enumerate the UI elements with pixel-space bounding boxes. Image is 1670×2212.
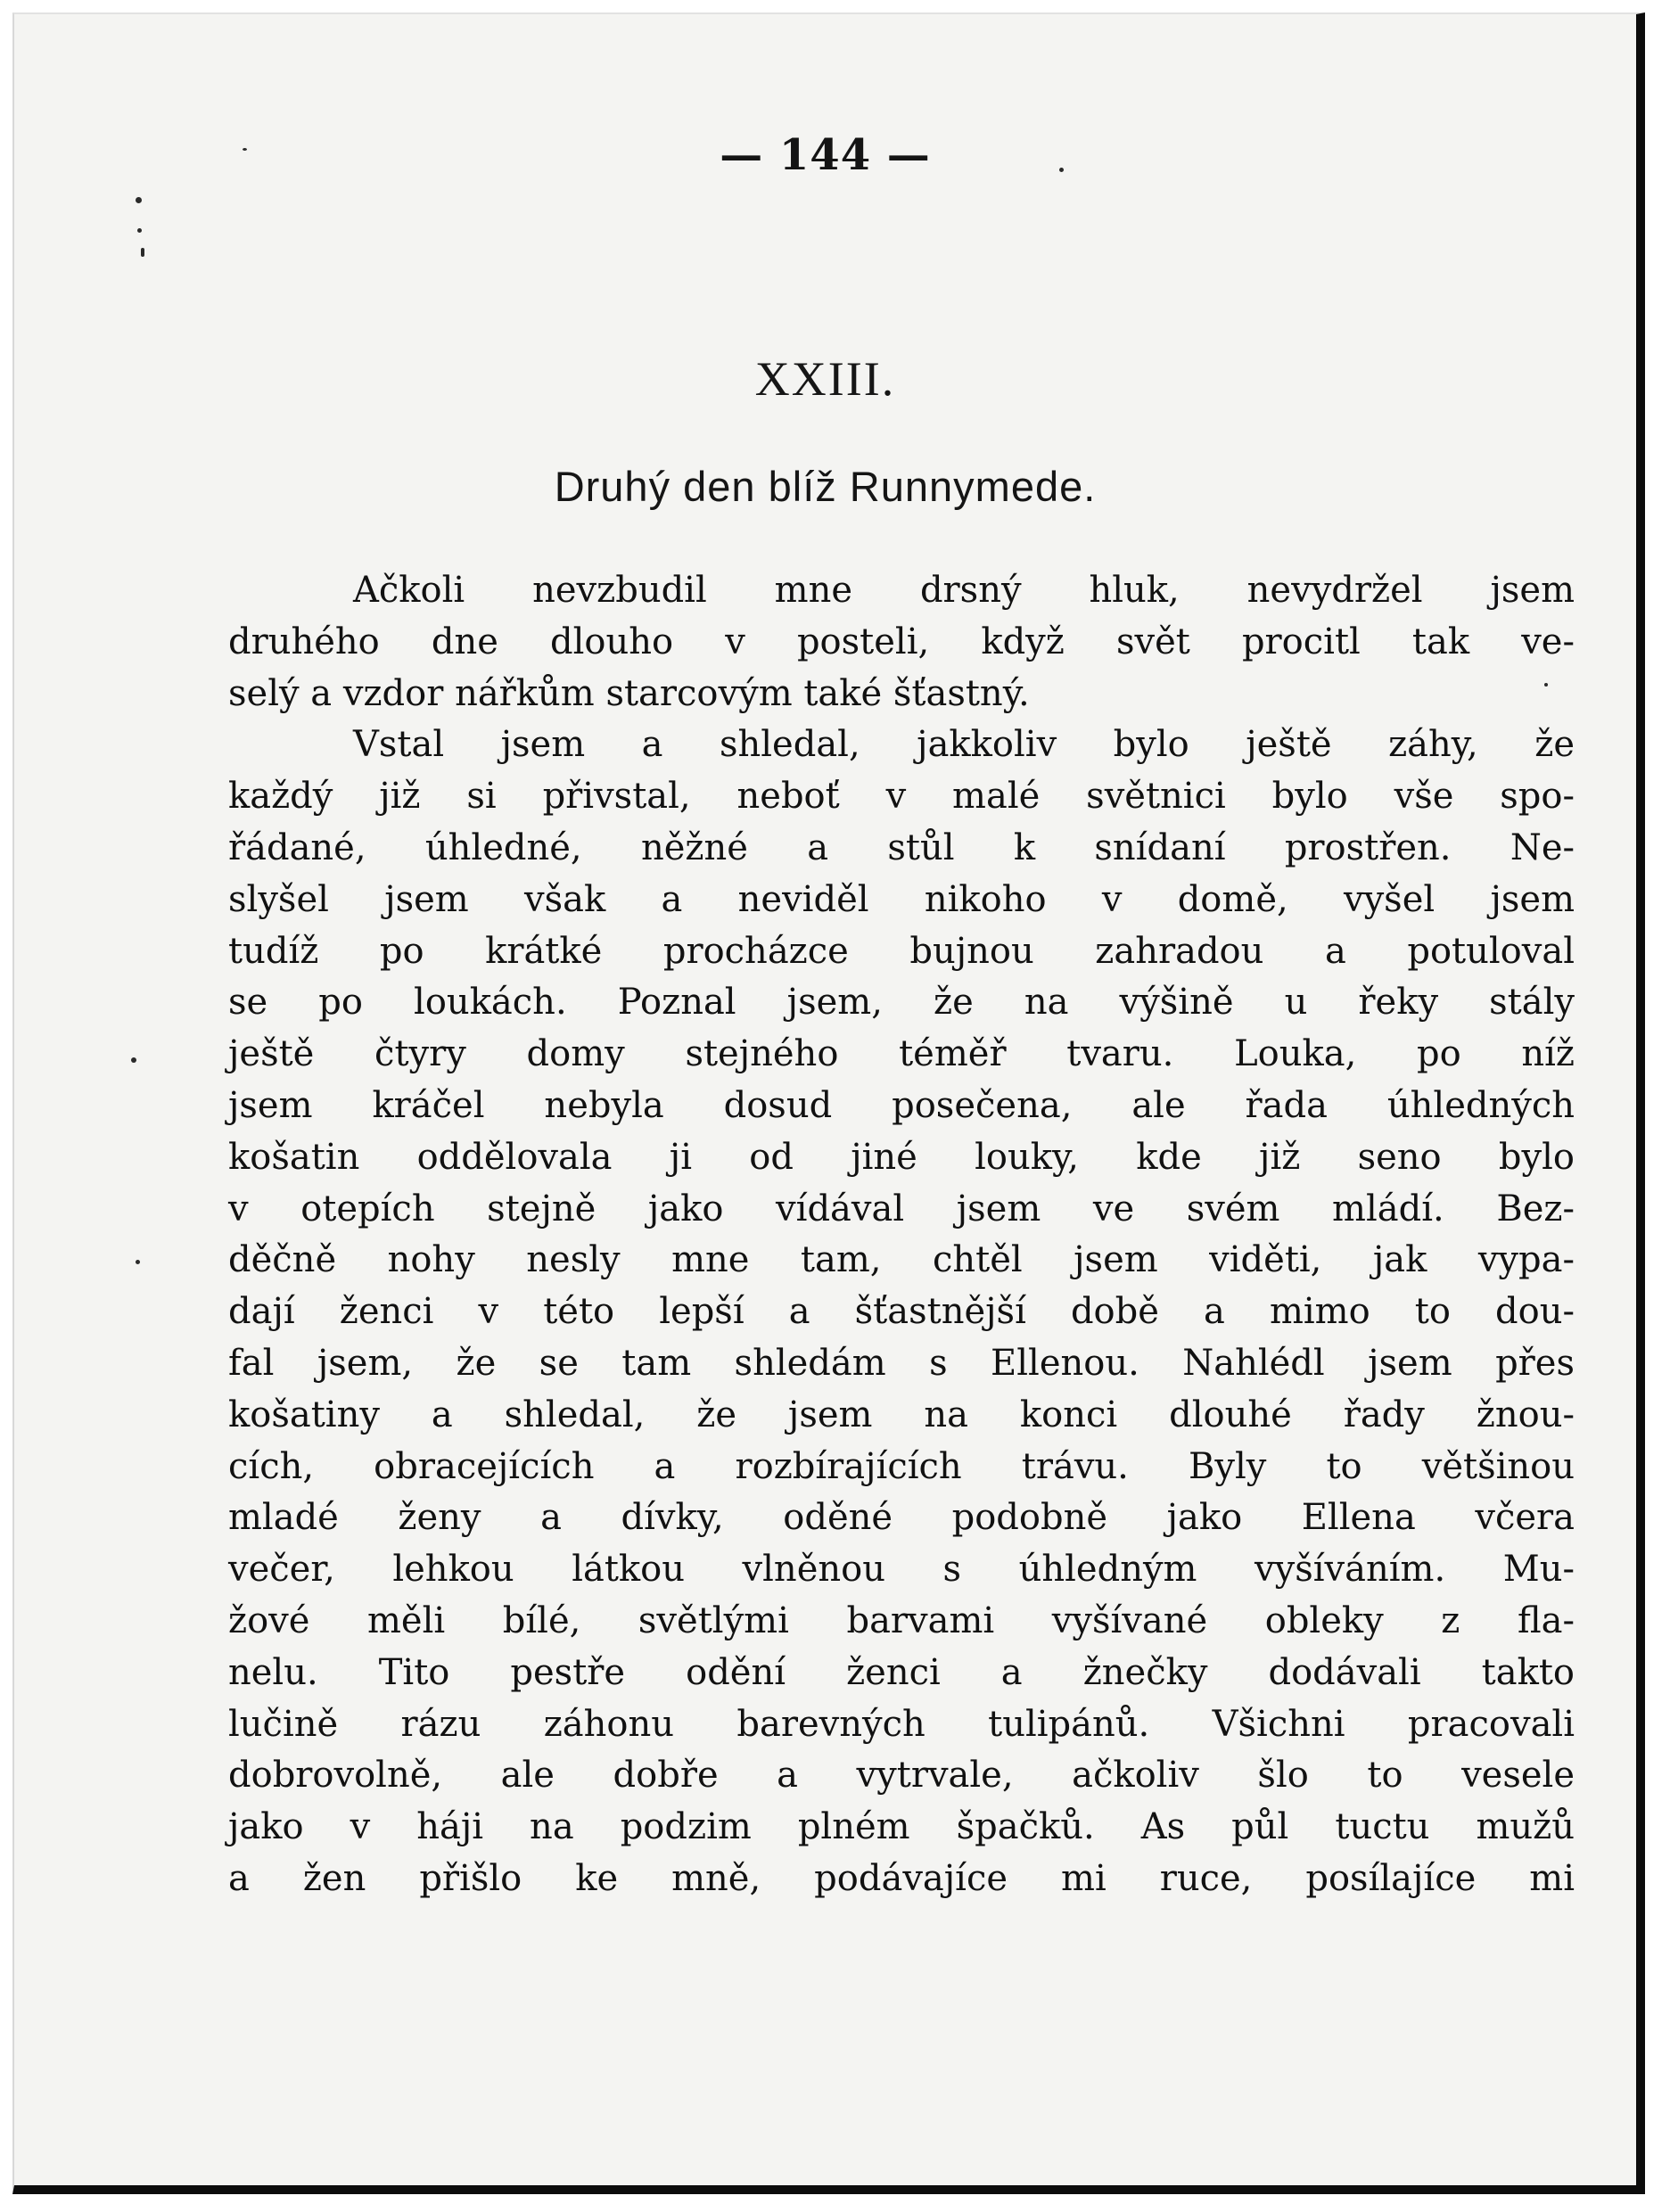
text-line: děčně nohy nesly mne tam, chtěl jsem viděti, jak vypa-	[228, 1239, 1575, 1281]
text-line: košatin oddělovala ji od jiné louky, kde již seno bylo	[228, 1136, 1575, 1178]
text-line: Ačkoli nevzbudil mne drsný hluk, nevydržel jsem	[353, 570, 1575, 611]
text-line: dají ženci v této lepší a šťastnější době a mimo to dou-	[228, 1291, 1575, 1333]
text-line: ještě čtyry domy stejného téměř tvaru. Louka, po níž	[228, 1033, 1575, 1075]
text-line: žové měli bílé, světlými barvami vyšívané obleky z fla-	[228, 1599, 1575, 1641]
text-line: jako v háji na podzim plném špačků. As půl tuctu mužů	[228, 1806, 1575, 1848]
scan-speck	[137, 228, 142, 233]
text-line: slyšel jsem však a neviděl nikoho v domě, vyšel jsem	[228, 878, 1575, 920]
text-line: každý již si přivstal, neboť v malé světnici bylo vše spo-	[228, 776, 1575, 818]
text-line: Vstal jsem a shledal, jakkoliv bylo ještě záhy, že	[353, 724, 1575, 766]
text-line: fal jsem, že se tam shledám s Ellenou. Nahlédl jsem přes	[228, 1342, 1575, 1384]
text-line: mladé ženy a dívky, oděné podobně jako Ellena včera	[228, 1497, 1575, 1539]
scan-speck	[131, 1057, 136, 1063]
paragraph-2	[228, 720, 1575, 1904]
text-line: selý a vzdor nářkům starcovým také šťastný.	[228, 672, 1030, 714]
scan-speck	[141, 248, 144, 257]
page-number: — 144 —	[720, 130, 931, 180]
scan-speck	[136, 1260, 140, 1264]
book-page	[12, 12, 1645, 2194]
text-line: nelu. Tito pestře odění ženci a žnečky dodávali takto	[228, 1651, 1575, 1693]
scan-speck	[1059, 168, 1064, 172]
chapter-number: XXIII.	[754, 352, 896, 406]
text-line: cích, obracejících a rozbírajících trávu. Byly to většinou	[228, 1445, 1575, 1487]
text-line: v otepích stejně jako vídával jsem ve svém mládí. Bez-	[228, 1188, 1575, 1229]
text-line: večer, lehkou látkou vlněnou s úhledným vyšíváním. Mu-	[228, 1549, 1575, 1591]
text-line: tudíž po krátké procházce bujnou zahradou a potuloval	[228, 930, 1575, 972]
text-line: se po loukách. Poznal jsem, že na výšině u řeky stály	[228, 982, 1575, 1024]
text-line: jsem kráčel nebyla dosud posečena, ale řada úhledných	[228, 1084, 1575, 1126]
text-line: a žen přišlo ke mně, podávajíce mi ruce, posílajíce mi	[228, 1857, 1575, 1899]
text-line: lučině rázu záhonu barevných tulipánů. Všichni pracovali	[228, 1703, 1575, 1745]
chapter-title: Druhý den blíž Runnymede.	[554, 463, 1097, 510]
text-line: řádané, úhledné, něžné a stůl k snídaní prostřen. Ne-	[228, 826, 1575, 868]
scan-speck	[1544, 683, 1548, 687]
scan-speck	[136, 197, 142, 203]
text-line: dobrovolně, ale dobře a vytrvale, ačkoliv šlo to vesele	[228, 1755, 1575, 1797]
body-text	[228, 565, 1575, 1905]
scan-speck	[243, 148, 247, 151]
paragraph-1	[228, 565, 1575, 720]
text-line: druhého dne dlouho v posteli, když svět procitl tak ve-	[228, 621, 1575, 662]
text-line: košatiny a shledal, že jsem na konci dlouhé řady žnou-	[228, 1394, 1575, 1435]
